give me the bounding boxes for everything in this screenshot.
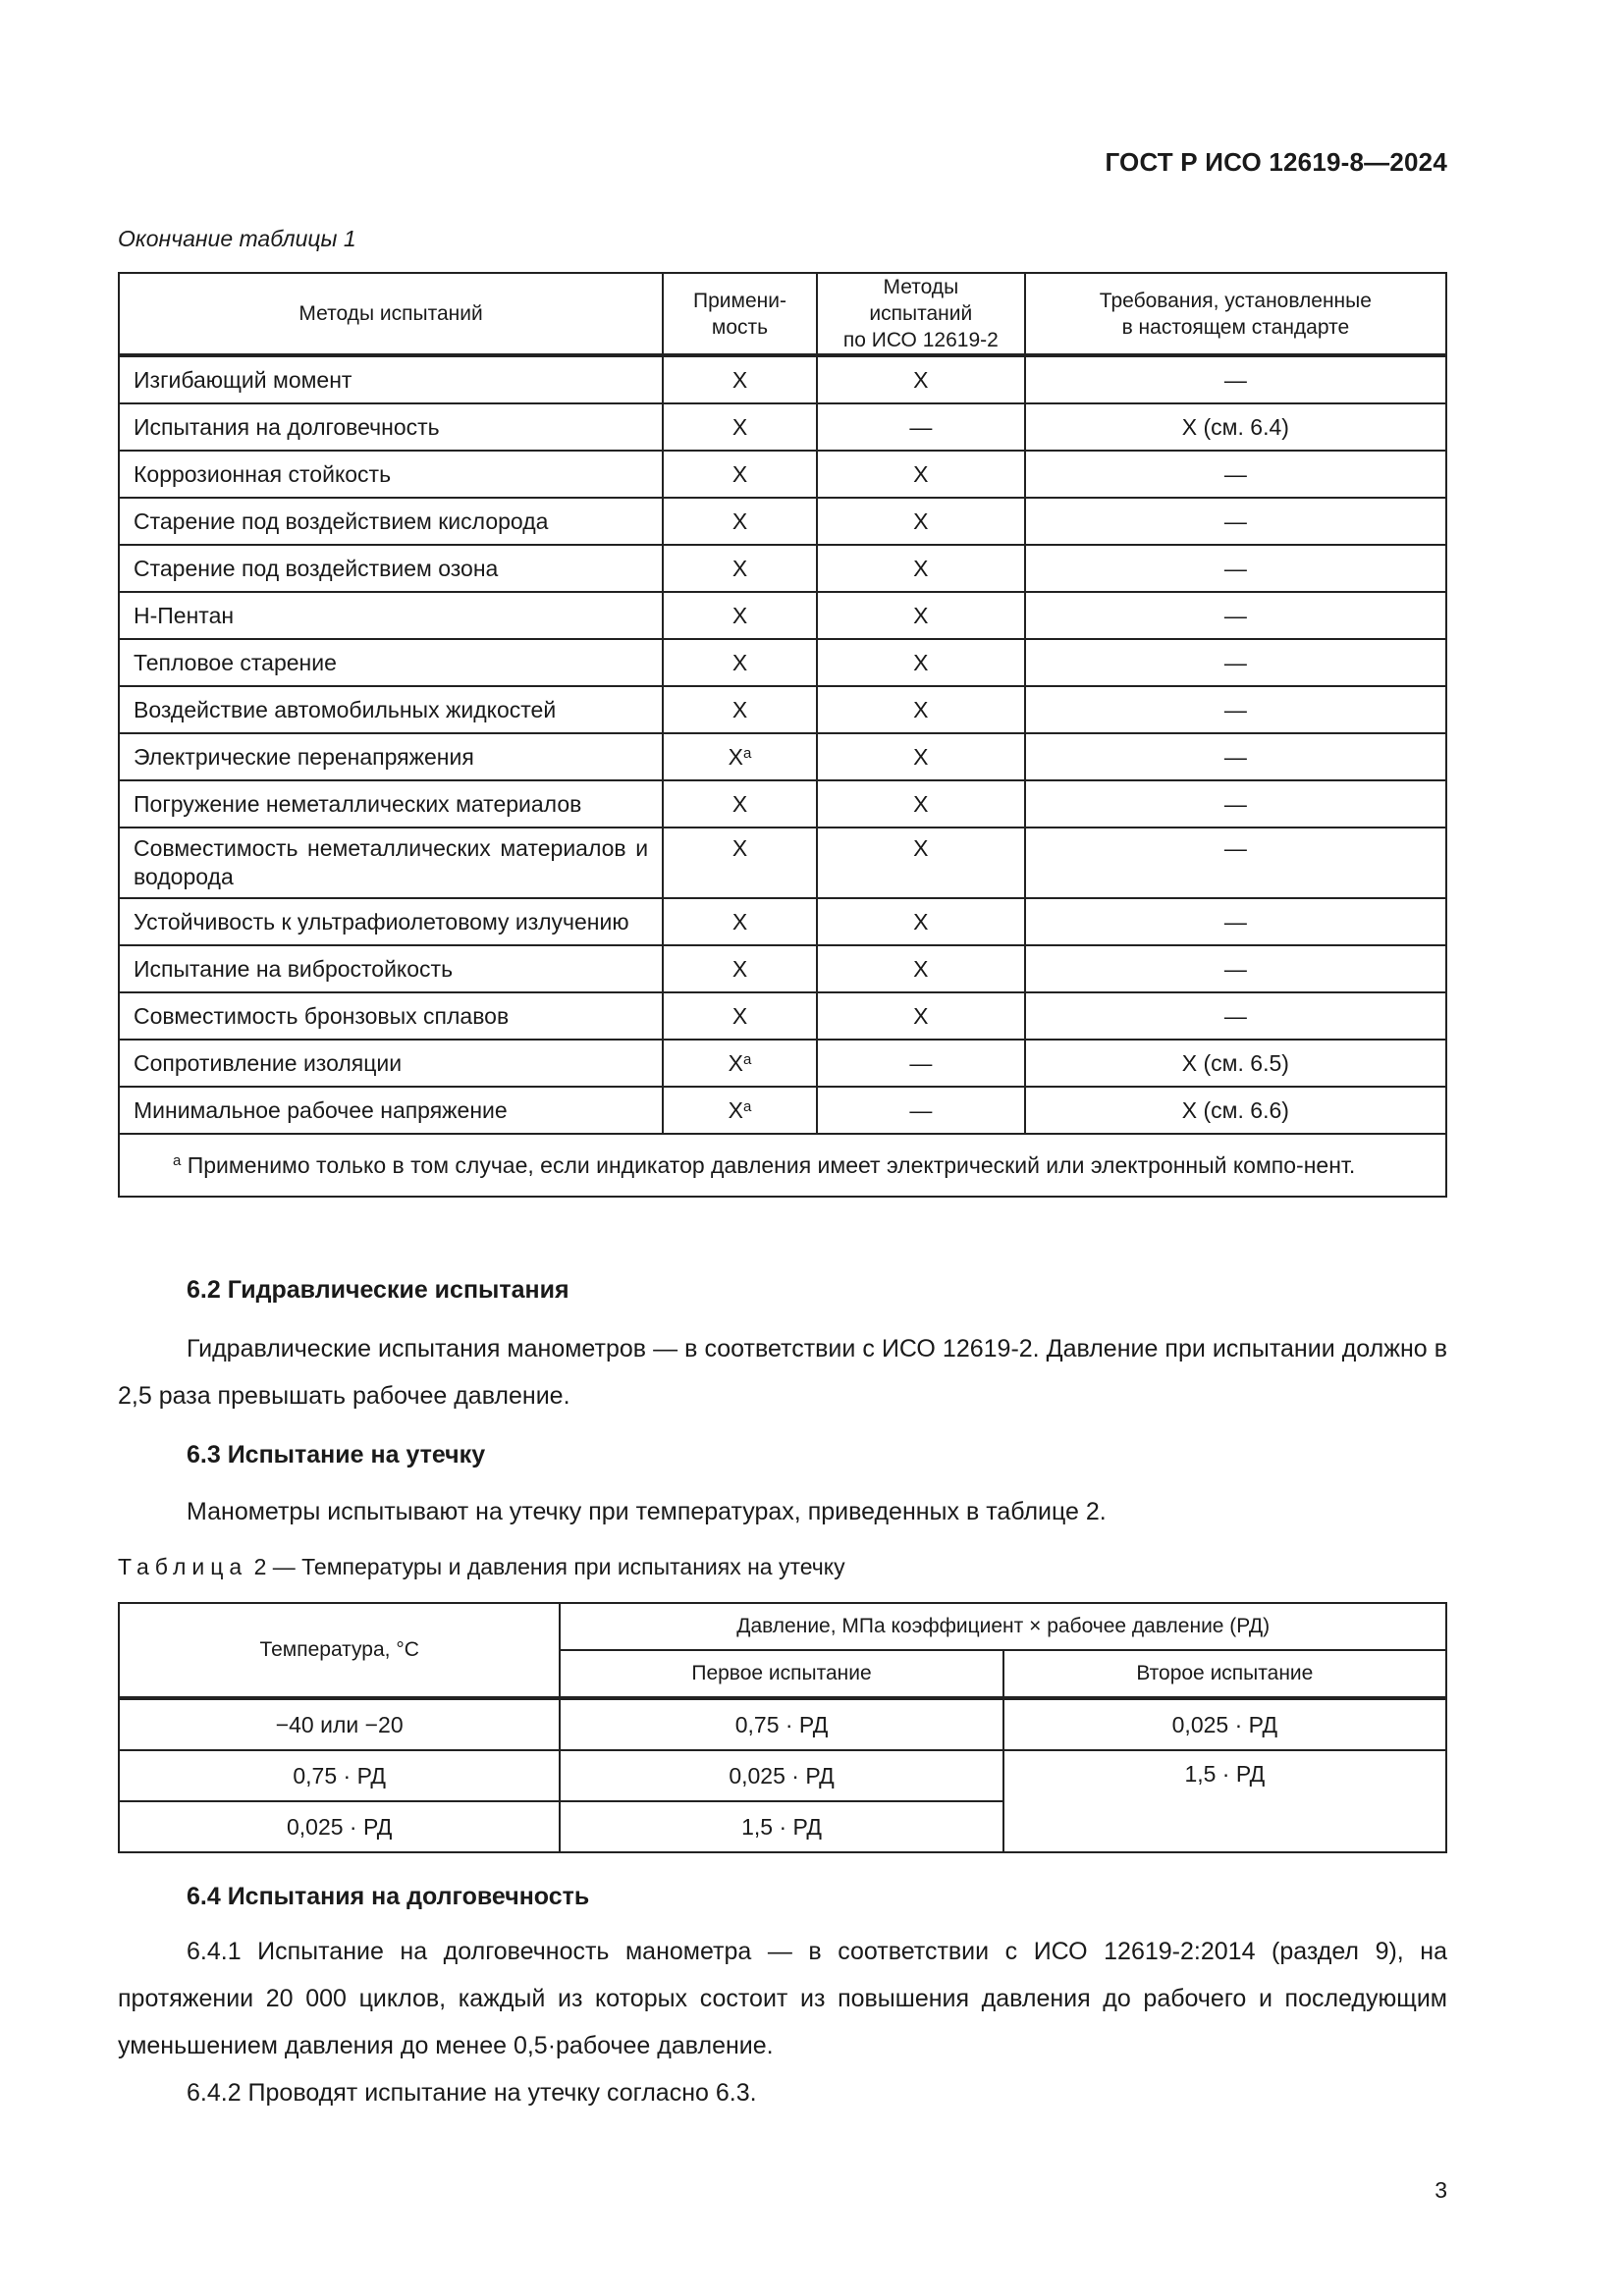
iso-methods-cell: X [817, 498, 1025, 545]
iso-methods-cell: X [817, 355, 1025, 403]
method-cell: Погружение неметаллических материалов [119, 780, 663, 828]
footnote-text: Применимо только в том случае, если индикатор давления имеет электрический или электронный компо-нент. [187, 1152, 1356, 1178]
requirements-cell: — [1025, 355, 1446, 403]
method-cell: Устойчивость к ультрафиолетовому излучению [119, 898, 663, 945]
first-test-cell: 1,5 · РД [560, 1801, 1002, 1852]
table-row [119, 898, 1446, 945]
requirements-cell: — [1025, 992, 1446, 1040]
col-header-applicability: Примени- мость [663, 273, 817, 355]
table-row [119, 780, 1446, 828]
temperature-cell: 0,75 · РД [119, 1750, 560, 1801]
table-row [119, 1040, 1446, 1087]
table1-footnote-row [119, 1134, 1446, 1197]
table-row [119, 1750, 1446, 1801]
requirements-cell: — [1025, 828, 1446, 898]
applicability-cell: X [663, 403, 817, 451]
requirements-cell: — [1025, 945, 1446, 992]
col-header-methods: Методы испытаний [119, 273, 663, 355]
table-row [119, 733, 1446, 780]
table1-header-row [119, 273, 1446, 355]
requirements-cell: — [1025, 451, 1446, 498]
requirements-cell: — [1025, 686, 1446, 733]
requirements-cell: X (см. 6.4) [1025, 403, 1446, 451]
table-row [119, 498, 1446, 545]
method-cell: Совместимость бронзовых сплавов [119, 992, 663, 1040]
applicability-cell: X [663, 992, 817, 1040]
footnote-mark: a [173, 1152, 182, 1169]
col-header-second-test: Второе испытание [1003, 1650, 1446, 1698]
iso-methods-cell: — [817, 403, 1025, 451]
requirements-cell: — [1025, 639, 1446, 686]
method-cell: Минимальное рабочее напряжение [119, 1087, 663, 1134]
iso-methods-cell: X [817, 686, 1025, 733]
applicability-cell: X [663, 592, 817, 639]
col-header-pressure: Давление, МПа коэффициент × рабочее давление (РД) [560, 1603, 1446, 1650]
temperature-cell: 0,025 · РД [119, 1801, 560, 1852]
table2-header-row [119, 1603, 1446, 1650]
table-row [119, 545, 1446, 592]
section-6-3-title: 6.3 Испытание на утечку [187, 1441, 486, 1468]
col-header-iso-methods: Методы испытаний по ИСО 12619-2 [817, 273, 1025, 355]
col-header-temperature: Температура, °C [119, 1603, 560, 1698]
method-cell: Совместимость неметаллических материалов и водорода [119, 828, 663, 898]
col-header-first-test: Первое испытание [560, 1650, 1002, 1698]
method-cell: Н-Пентан [119, 592, 663, 639]
test-methods-table [118, 272, 1447, 1198]
applicability-cell: $X^a$ [663, 1040, 817, 1087]
table-row [119, 992, 1446, 1040]
table-row [119, 592, 1446, 639]
table-row [119, 1087, 1446, 1134]
first-test-cell: 0,025 · РД [560, 1750, 1002, 1801]
section-6-3-text: Манометры испытывают на утечку при температурах, приведенных в таблице 2. [187, 1498, 1107, 1525]
second-test-cell: 0,025 · РД [1003, 1698, 1446, 1750]
iso-methods-cell: X [817, 780, 1025, 828]
page-number: 3 [1435, 2177, 1447, 2203]
iso-methods-cell: X [817, 828, 1025, 898]
method-cell: Испытания на долговечность [119, 403, 663, 451]
iso-methods-cell: — [817, 1087, 1025, 1134]
applicability-cell: X [663, 945, 817, 992]
applicability-cell: X [663, 639, 817, 686]
table-row [119, 686, 1446, 733]
requirements-cell: X (см. 6.5) [1025, 1040, 1446, 1087]
iso-methods-cell: X [817, 639, 1025, 686]
requirements-cell: — [1025, 898, 1446, 945]
table2-caption: Таблица 2 — Температуры и давления при испытаниях на утечку [118, 1554, 845, 1579]
table-row [119, 639, 1446, 686]
iso-methods-cell: X [817, 733, 1025, 780]
table1-body [119, 355, 1446, 1134]
iso-methods-cell: X [817, 451, 1025, 498]
applicability-cell: $X^a$ [663, 1087, 817, 1134]
section-6-4-1-text: 6.4.1 Испытание на долговечность манометра — в соответствии с ИСО 12619-2:2014 (раздел 9), на протяжении 20 000 циклов, каждый из которых состоит из повышения давления до рабочего и последующим уменьшением давления до менее 0,5·рабочее давление. [118, 1938, 1447, 2059]
applicability-cell: X [663, 355, 817, 403]
section-6-2-title: 6.2 Гидравлические испытания [187, 1276, 569, 1304]
method-cell: Сопротивление изоляции [119, 1040, 663, 1087]
table-row [119, 403, 1446, 451]
temperature-cell: −40 или −20 [119, 1698, 560, 1750]
table-row [119, 1698, 1446, 1750]
applicability-cell: X [663, 780, 817, 828]
method-cell: Тепловое старение [119, 639, 663, 686]
second-test-cell: 1,5 · РД [1003, 1750, 1446, 1852]
method-cell: Изгибающий момент [119, 355, 663, 403]
iso-methods-cell: X [817, 898, 1025, 945]
requirements-cell: X (см. 6.6) [1025, 1087, 1446, 1134]
requirements-cell: — [1025, 545, 1446, 592]
section-6-2-text: Гидравлические испытания манометров — в соответствии с ИСО 12619-2. Давление при испытании должно в 2,5 раза превышать рабочее давление. [118, 1335, 1447, 1410]
table-row [119, 355, 1446, 403]
requirements-cell: — [1025, 733, 1446, 780]
leak-test-table [118, 1602, 1447, 1853]
iso-methods-cell: — [817, 1040, 1025, 1087]
table-row [119, 828, 1446, 898]
iso-methods-cell: X [817, 945, 1025, 992]
method-cell: Воздействие автомобильных жидкостей [119, 686, 663, 733]
applicability-cell: X [663, 545, 817, 592]
applicability-cell: X [663, 686, 817, 733]
applicability-cell: X [663, 828, 817, 898]
section-6-4-2-text: 6.4.2 Проводят испытание на утечку согласно 6.3. [187, 2079, 757, 2107]
applicability-cell: $X^a$ [663, 733, 817, 780]
document-header: ГОСТ Р ИСО 12619-8—2024 [1105, 147, 1447, 177]
requirements-cell: — [1025, 780, 1446, 828]
method-cell: Электрические перенапряжения [119, 733, 663, 780]
requirements-cell: — [1025, 498, 1446, 545]
applicability-cell: X [663, 898, 817, 945]
requirements-cell: — [1025, 592, 1446, 639]
col-header-requirements: Требования, установленные в настоящем стандарте [1025, 273, 1446, 355]
iso-methods-cell: X [817, 545, 1025, 592]
applicability-cell: X [663, 498, 817, 545]
table1-caption: Окончание таблицы 1 [118, 226, 356, 251]
first-test-cell: 0,75 · РД [560, 1698, 1002, 1750]
applicability-cell: X [663, 451, 817, 498]
iso-methods-cell: X [817, 992, 1025, 1040]
section-6-4-title: 6.4 Испытания на долговечность [187, 1883, 590, 1910]
method-cell: Старение под воздействием озона [119, 545, 663, 592]
method-cell: Старение под воздействием кислорода [119, 498, 663, 545]
table-row [119, 451, 1446, 498]
method-cell: Испытание на вибростойкость [119, 945, 663, 992]
table1-footnote [119, 1134, 1446, 1197]
iso-methods-cell: X [817, 592, 1025, 639]
method-cell: Коррозионная стойкость [119, 451, 663, 498]
table-row [119, 945, 1446, 992]
